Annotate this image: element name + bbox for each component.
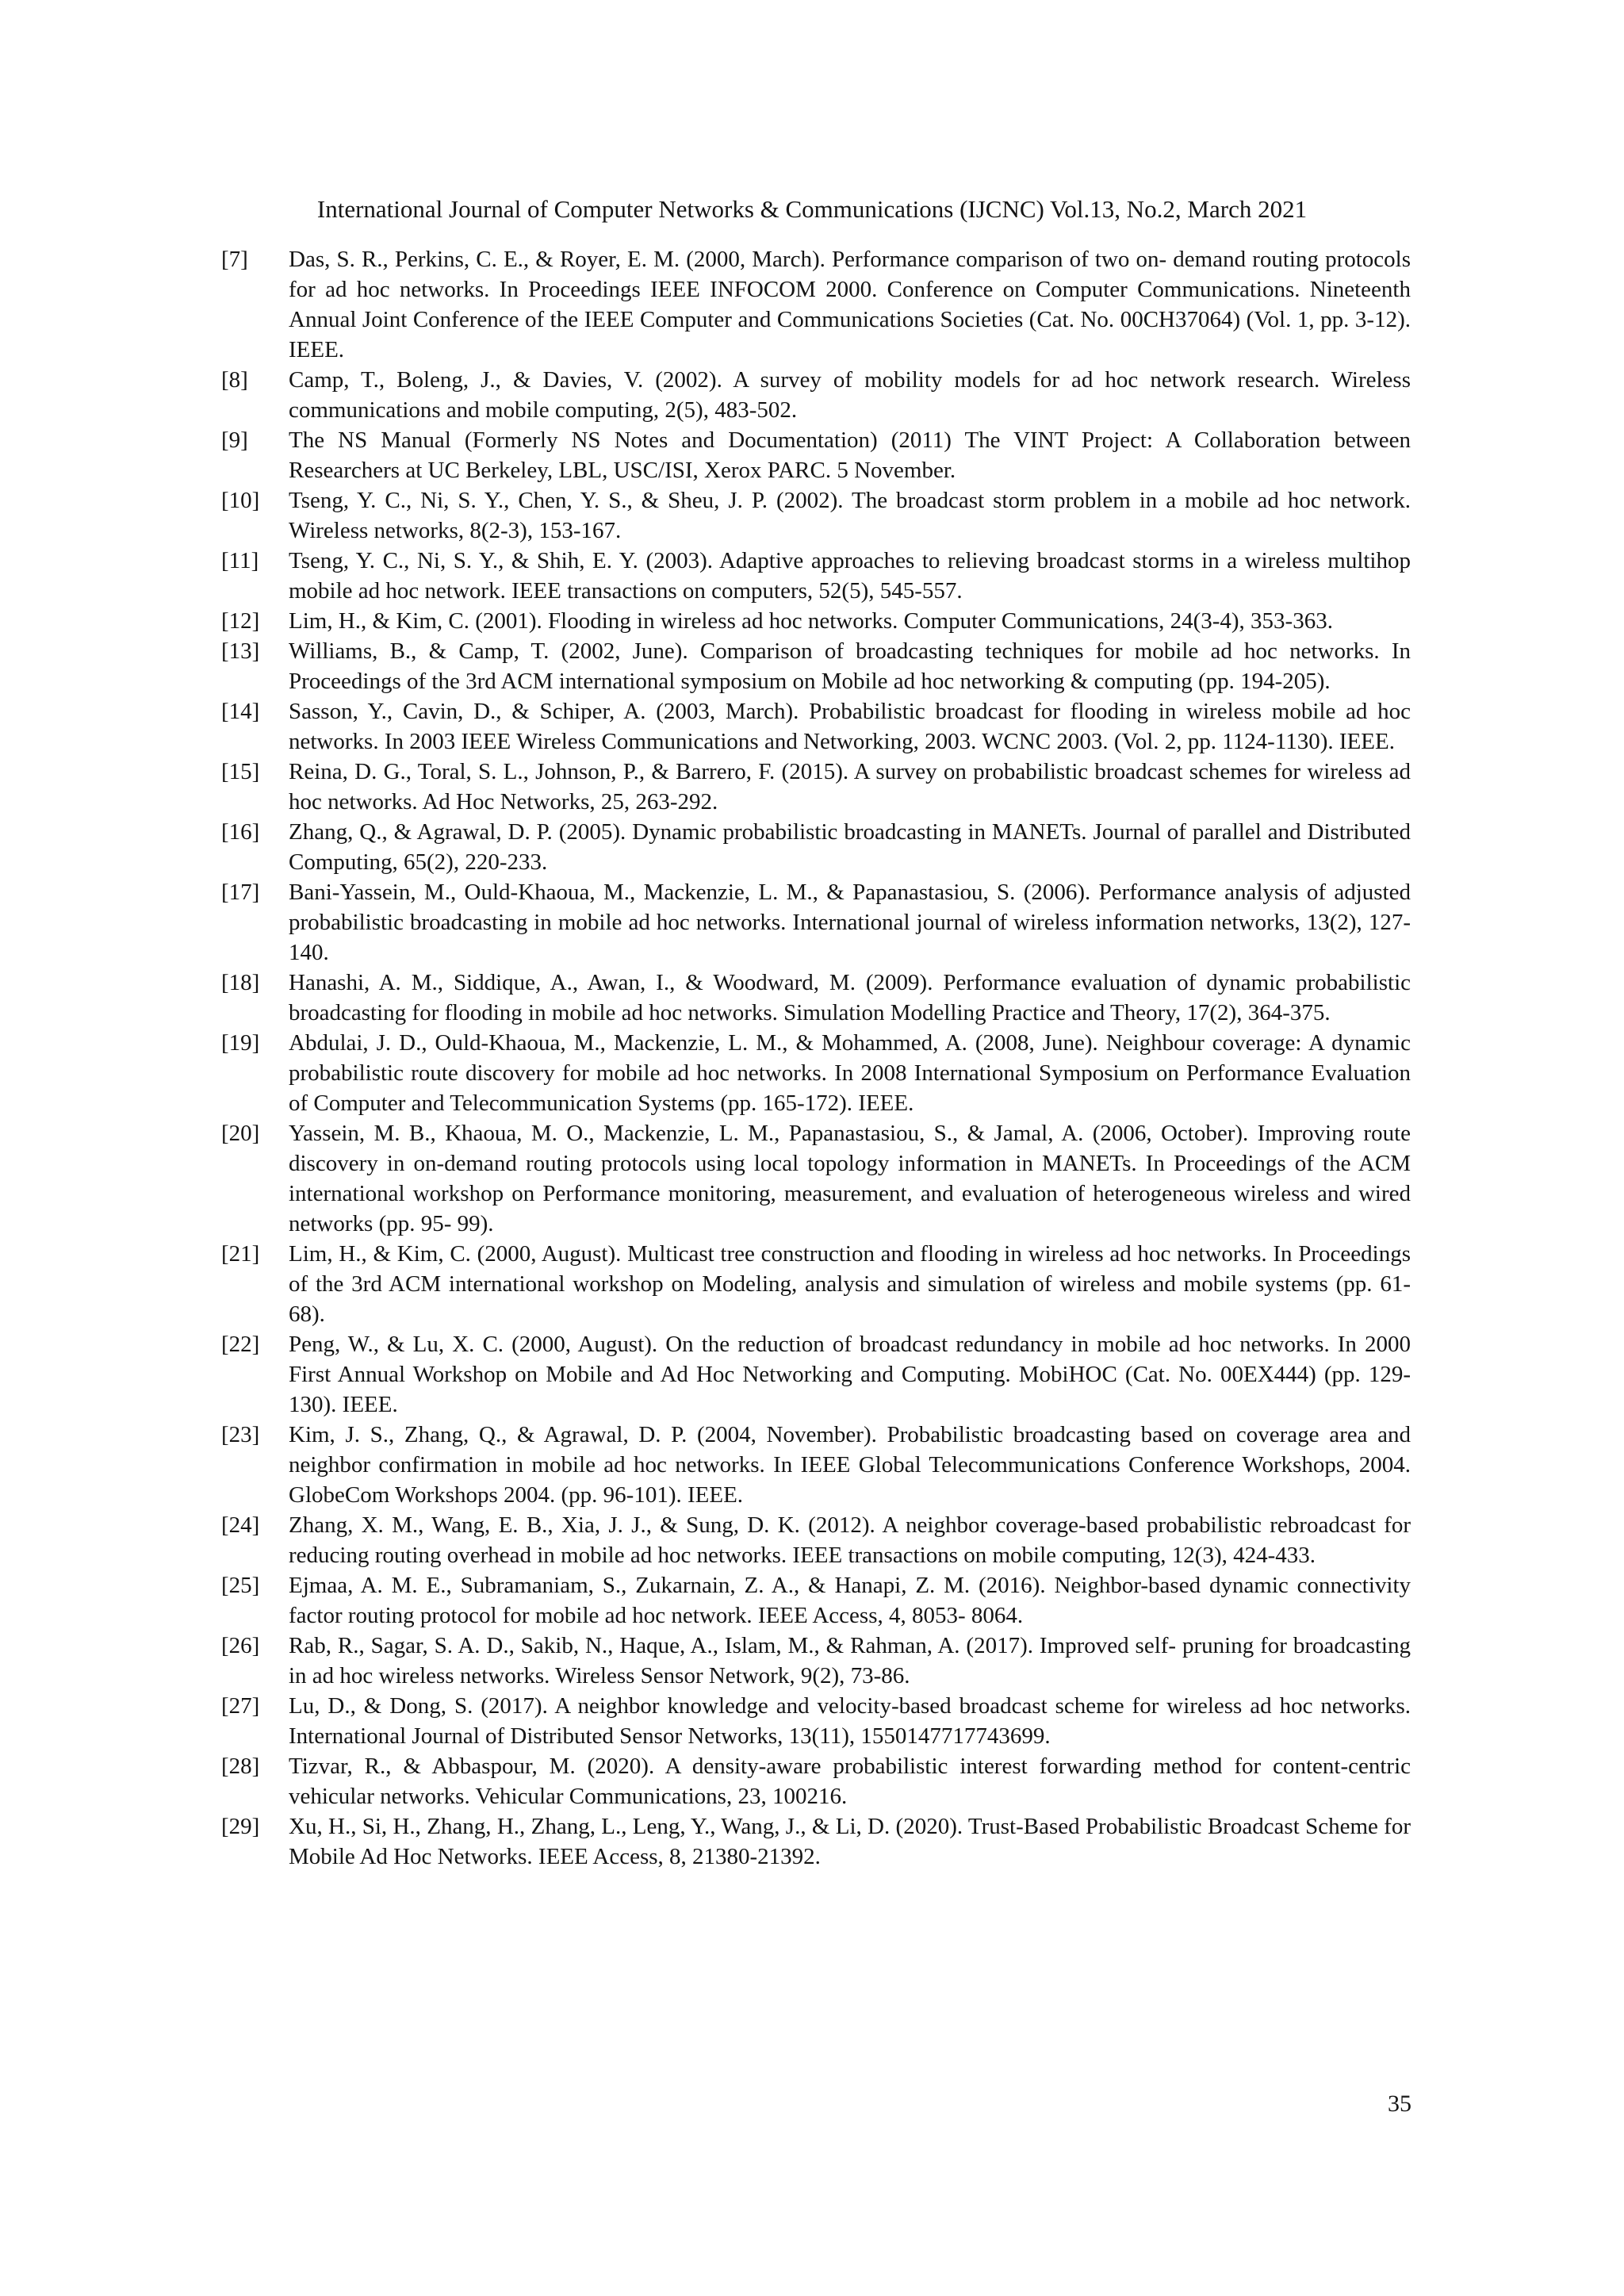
reference-number: [21] [221, 1241, 260, 1267]
reference-item [221, 1420, 1411, 1510]
reference-text: Lim, H., & Kim, C. (2000, August). Multicast tree construction and flooding in wireless ad hoc networks. In Proceedings of the 3rd ACM international workshop on Modeling, analysis and simulation of wireless and mobile systems (pp. 61-68). [289, 1241, 1411, 1327]
reference-item [221, 1691, 1411, 1751]
reference-text: Hanashi, A. M., Siddique, A., Awan, I., & Woodward, M. (2009). Performance evaluation of dynamic probabilistic broadcasting for flooding in mobile ad hoc networks. Simulation Modelling Practice and Theory, 17(2), 364-375. [289, 970, 1411, 1025]
reference-item [221, 877, 1411, 968]
reference-text: Tseng, Y. C., Ni, S. Y., & Shih, E. Y. (2003). Adaptive approaches to relieving broadcast storms in a wireless multihop mobile ad hoc network. IEEE transactions on computers, 52(5), 545-557. [289, 548, 1411, 604]
reference-number: [15] [221, 759, 260, 784]
reference-text: Rab, R., Sagar, S. A. D., Sakib, N., Haque, A., Islam, M., & Rahman, A. (2017). Improved self- pruning for broadcasting in ad hoc wireless networks. Wireless Sensor Network, 9(2), 73-86. [289, 1633, 1411, 1688]
running-header: International Journal of Computer Networks & Communications (IJCNC) Vol.13, No.2, March 2021 [316, 195, 1308, 223]
reference-text: Xu, H., Si, H., Zhang, H., Zhang, L., Leng, Y., Wang, J., & Li, D. (2020). Trust-Based Probabilistic Broadcast Scheme for Mobile Ad Hoc Networks. IEEE Access, 8, 21380-21392. [289, 1814, 1411, 1869]
reference-text: The NS Manual (Formerly NS Notes and Documentation) (2011) The VINT Project: A Collaboration between Researchers at UC Berkeley, LBL, USC/ISI, Xerox PARC. 5 November. [289, 427, 1411, 483]
reference-text: Kim, J. S., Zhang, Q., & Agrawal, D. P. (2004, November). Probabilistic broadcasting based on coverage area and neighbor confirmation in mobile ad hoc networks. In IEEE Global Telecommunications Conference Workshops, 2004. GlobeCom Workshops 2004. (pp. 96-101). IEEE. [289, 1422, 1411, 1508]
reference-item [221, 606, 1411, 636]
reference-item [221, 1028, 1411, 1118]
reference-text: Lu, D., & Dong, S. (2017). A neighbor knowledge and velocity-based broadcast scheme for wireless ad hoc networks. International Journal of Distributed Sensor Networks, 13(11), 1550147717743699. [289, 1693, 1411, 1749]
reference-text: Yassein, M. B., Khaoua, M. O., Mackenzie, L. M., Papanastasiou, S., & Jamal, A. (2006, October). Improving route discovery in on-demand routing protocols using local topology information in MANETs. In Proceedings of the ACM international workshop on Performance monitoring, measurement, and evaluation of heterogeneous wireless and wired networks (pp. 95- 99). [289, 1121, 1411, 1236]
reference-item [221, 1811, 1411, 1872]
reference-number: [23] [221, 1422, 260, 1447]
reference-text: Zhang, Q., & Agrawal, D. P. (2005). Dynamic probabilistic broadcasting in MANETs. Journal of parallel and Distributed Computing, 65(2), 220-233. [289, 819, 1411, 875]
reference-item [221, 1329, 1411, 1420]
reference-item [221, 1751, 1411, 1811]
reference-item [221, 546, 1411, 606]
reference-item [221, 485, 1411, 546]
reference-item [221, 696, 1411, 757]
reference-item [221, 1570, 1411, 1631]
reference-number: [8] [221, 367, 248, 393]
reference-text: Das, S. R., Perkins, C. E., & Royer, E. M. (2000, March). Performance comparison of two on- demand routing protocols for ad hoc networks. In Proceedings IEEE INFOCOM 2000. Conference on Computer Communications. Nineteenth Annual Joint Conference of the IEEE Computer and Communications Societies (Cat. No. 00CH37064) (Vol. 1, pp. 3-12). IEEE. [289, 247, 1411, 362]
reference-item [221, 757, 1411, 817]
reference-number: [17] [221, 880, 260, 905]
reference-number: [29] [221, 1814, 260, 1839]
reference-number: [13] [221, 638, 260, 664]
reference-item [221, 1239, 1411, 1329]
reference-number: [12] [221, 608, 260, 634]
reference-number: [14] [221, 699, 260, 724]
reference-number: [25] [221, 1573, 260, 1598]
page-number: 35 [1388, 2091, 1411, 2117]
reference-number: [11] [221, 548, 259, 573]
reference-number: [27] [221, 1693, 260, 1719]
reference-number: [7] [221, 247, 248, 272]
reference-number: [9] [221, 427, 248, 453]
reference-number: [28] [221, 1754, 260, 1779]
reference-item [221, 636, 1411, 696]
reference-text: Tizvar, R., & Abbaspour, M. (2020). A density-aware probabilistic interest forwarding method for content-centric vehicular networks. Vehicular Communications, 23, 100216. [289, 1754, 1411, 1809]
reference-item [221, 365, 1411, 425]
reference-number: [10] [221, 488, 260, 513]
reference-item [221, 1631, 1411, 1691]
reference-text: Peng, W., & Lu, X. C. (2000, August). On the reduction of broadcast redundancy in mobile ad hoc networks. In 2000 First Annual Workshop on Mobile and Ad Hoc Networking and Computing. MobiHOC (Cat. No. 00EX444) (pp. 129-130). IEEE. [289, 1332, 1411, 1417]
reference-item [221, 244, 1411, 365]
reference-item [221, 1510, 1411, 1570]
reference-text: Bani-Yassein, M., Ould-Khaoua, M., Mackenzie, L. M., & Papanastasiou, S. (2006). Performance analysis of adjusted probabilistic broadcasting in mobile ad hoc networks. International journal of wireless information networks, 13(2), 127-140. [289, 880, 1411, 965]
reference-number: [24] [221, 1512, 260, 1538]
reference-number: [20] [221, 1121, 260, 1146]
reference-number: [18] [221, 970, 260, 995]
reference-text: Lim, H., & Kim, C. (2001). Flooding in wireless ad hoc networks. Computer Communications, 24(3-4), 353-363. [289, 608, 1333, 634]
reference-text: Ejmaa, A. M. E., Subramaniam, S., Zukarnain, Z. A., & Hanapi, Z. M. (2016). Neighbor-based dynamic connectivity factor routing protocol for mobile ad hoc network. IEEE Access, 4, 8053- 8064. [289, 1573, 1411, 1628]
reference-text: Sasson, Y., Cavin, D., & Schiper, A. (2003, March). Probabilistic broadcast for flooding in wireless mobile ad hoc networks. In 2003 IEEE Wireless Communications and Networking, 2003. WCNC 2003. (Vol. 2, pp. 1124-1130). IEEE. [289, 699, 1411, 754]
reference-list [221, 244, 1411, 1872]
reference-item [221, 425, 1411, 485]
reference-number: [16] [221, 819, 260, 845]
reference-text: Abdulai, J. D., Ould-Khaoua, M., Mackenzie, L. M., & Mohammed, A. (2008, June). Neighbour coverage: A dynamic probabilistic route discovery for mobile ad hoc networks. In 2008 International Symposium on Performance Evaluation of Computer and Telecommunication Systems (pp. 165-172). IEEE. [289, 1030, 1411, 1116]
reference-item [221, 817, 1411, 877]
reference-text: Tseng, Y. C., Ni, S. Y., Chen, Y. S., & Sheu, J. P. (2002). The broadcast storm problem in a mobile ad hoc network. Wireless networks, 8(2-3), 153-167. [289, 488, 1411, 543]
reference-text: Williams, B., & Camp, T. (2002, June). Comparison of broadcasting techniques for mobile ad hoc networks. In Proceedings of the 3rd ACM international symposium on Mobile ad hoc networking & computing (pp. 194-205). [289, 638, 1411, 694]
reference-number: [22] [221, 1332, 260, 1357]
reference-item [221, 968, 1411, 1028]
reference-text: Camp, T., Boleng, J., & Davies, V. (2002). A survey of mobility models for ad hoc network research. Wireless communications and mobile computing, 2(5), 483-502. [289, 367, 1411, 423]
reference-item [221, 1118, 1411, 1239]
reference-number: [26] [221, 1633, 260, 1658]
reference-number: [19] [221, 1030, 260, 1056]
reference-text: Reina, D. G., Toral, S. L., Johnson, P., & Barrero, F. (2015). A survey on probabilistic broadcast schemes for wireless ad hoc networks. Ad Hoc Networks, 25, 263-292. [289, 759, 1411, 815]
reference-text: Zhang, X. M., Wang, E. B., Xia, J. J., & Sung, D. K. (2012). A neighbor coverage-based probabilistic rebroadcast for reducing routing overhead in mobile ad hoc networks. IEEE transactions on mobile computing, 12(3), 424-433. [289, 1512, 1411, 1568]
